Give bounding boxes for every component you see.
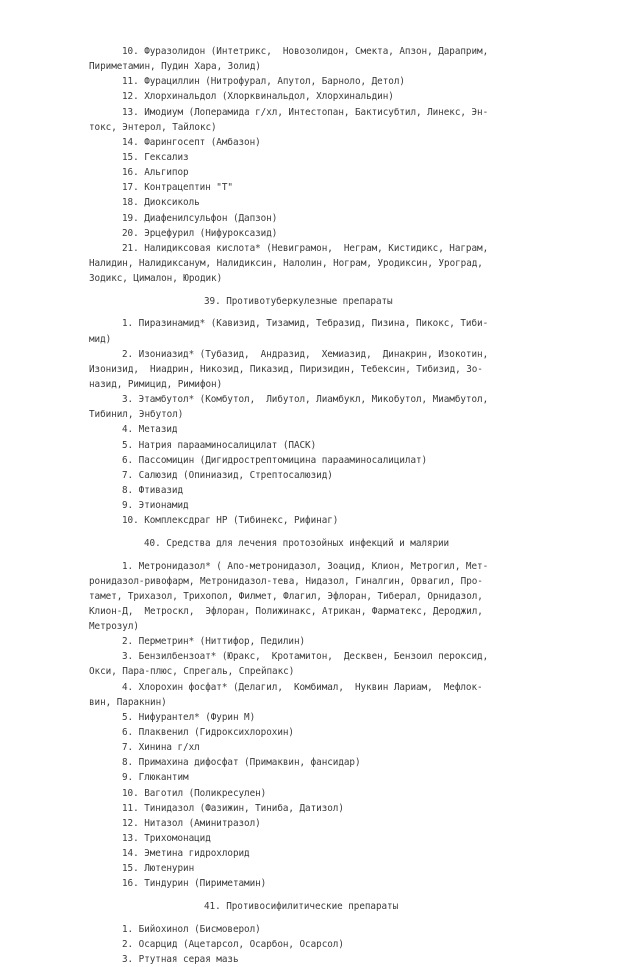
document-page <box>89 44 549 967</box>
list-line: 16. Альгипор <box>122 167 189 179</box>
list-line: 16. Тиндурин (Пириметамин) <box>122 878 267 890</box>
list-line: 4. Хлорохин фосфат* (Делагил, Комбимал, Нуквин Лариам, Мефлок- <box>122 681 483 693</box>
list-line: 10. Комплексдраг НР (Тибинекс, Рифинаг) <box>122 515 339 527</box>
list-line: 9. Глюкантим <box>122 772 189 784</box>
list-line: вин, Паракнин) <box>89 696 167 708</box>
spacer <box>89 528 549 536</box>
list-line: 2. Изониазид* (Тубазид, Андразид, Хемиазид, Динакрин, Изокотин, <box>122 348 489 360</box>
list-line: 18. Диоксиколь <box>122 197 200 209</box>
list-line: 8. Фтивазид <box>122 484 184 496</box>
list-line: 9. Этионамид <box>122 500 189 512</box>
list-line: Метрозул) <box>89 621 139 633</box>
list-line: 5. Натрия парааминосалицилат (ПАСК) <box>122 439 317 451</box>
list-line: 11. Тинидазол (Фазижин, Тиниба, Датизол) <box>122 802 344 814</box>
list-line: 12. Хлорхинальдол (Хлорквинальдол, Хлорхинальдин) <box>122 91 394 103</box>
list-line: Клион-Д, Метроскл, Эфлоран, Полижинакс, Атрикан, Фарматекс, Дероджил, <box>89 605 483 617</box>
list-line: 15. Гексализ <box>122 151 189 163</box>
list-line: 13. Имодиум (Лоперамида г/хл, Интестопан, Бактисубтил, Линекс, Эн- <box>122 106 489 118</box>
list-line: 19. Диафенилсульфон (Дапзон) <box>122 212 278 224</box>
list-line: ронидазол-ривофарм, Метронидазол-тева, Нидазол, Гиналгин, Орвагил, Про- <box>89 575 483 587</box>
section-41-list <box>89 922 549 967</box>
list-line: 10. Фуразолидон (Интетрикс, Новозолидон, Смекта, Апзон, Дараприм, <box>122 46 489 57</box>
list-line: Окси, Пара-плюс, Спрегаль, Спрейпакс) <box>89 666 295 678</box>
section-38-tail <box>89 44 549 286</box>
spacer <box>89 309 549 317</box>
list-line: мид) <box>89 333 112 345</box>
spacer <box>89 914 549 922</box>
list-line: Тибинил, Энбутол) <box>89 409 184 421</box>
section-40-heading: 40. Средства для лечения протозойных инфекций и малярии <box>144 537 450 549</box>
list-line: 1. Метронидазол* ( Апо-метронидазол, Зоацид, Клион, Метрогил, Мет- <box>122 560 489 572</box>
list-line: Пириметамин, Пудин Хара, Золид) <box>89 61 261 73</box>
list-line: 7. Салюзид (Опиниазид, Стрептосалюзид) <box>122 469 333 481</box>
list-line: 14. Фарингосепт (Амбазон) <box>122 136 261 148</box>
section-39-list <box>89 316 549 528</box>
list-line: тамет, Трихазол, Трихопол, Филмет, Флагил, Эфлоран, Тиберал, Орнидазол, <box>89 590 483 602</box>
section-41-heading: 41. Противосифилитические препараты <box>204 901 399 913</box>
list-line: 12. Нитазол (Аминитразол) <box>122 817 261 829</box>
list-line: 20. Эрцефурил (Нифуроксазид) <box>122 227 278 239</box>
list-line: 3. Ртутная серая мазь <box>122 954 239 966</box>
list-line: Зодикс, Цималон, Юродик) <box>89 273 223 285</box>
list-line: 13. Трихомонацид <box>122 833 211 845</box>
list-line: 6. Пассомицин (Дигидрострептомицина парааминосалицилат) <box>122 454 428 466</box>
spacer <box>89 892 549 900</box>
list-line: 8. Примахина дифосфат (Примаквин, фансидар) <box>122 757 361 769</box>
list-line: 2. Перметрин* (Ниттифор, Педилин) <box>122 636 306 648</box>
list-line: 7. Хинина г/хл <box>122 742 200 754</box>
list-line: Налидин, Налидиксанум, Налидиксин, Налолин, Нограм, Уродиксин, Уроград, <box>89 257 483 269</box>
list-line: 21. Налидиксовая кислота* (Невиграмон, Неграм, Кистидикс, Награм, <box>122 242 489 254</box>
list-line: 5. Нифурантел* (Фурин М) <box>122 711 256 723</box>
list-line: Изонизид, Ниадрин, Никозид, Пиказид, Пиризидин, Тебексин, Тибизид, Зо- <box>89 363 483 375</box>
list-line: 3. Бензилбензоат* (Юракс, Кротамитон, Десквен, Бензоил пероксид, <box>122 651 489 663</box>
list-line: 3. Этамбутол* (Комбутол, Либутол, Лиамбукл, Микобутол, Миамбутол, <box>122 394 489 406</box>
list-line: 10. Ваготил (Поликресулен) <box>122 787 267 799</box>
section-40-list <box>89 559 549 892</box>
list-line: 1. Бийохинол (Бисмоверол) <box>122 923 261 935</box>
spacer <box>89 286 549 294</box>
list-line: токс, Энтерол, Тайлокс) <box>89 121 217 133</box>
list-line: назид, Римицид, Римифон) <box>89 378 223 390</box>
list-line: 11. Фурациллин (Нитрофурал, Апутол, Барноло, Детол) <box>122 76 405 88</box>
spacer <box>89 551 549 559</box>
list-line: 6. Плаквенил (Гидроксихлорохин) <box>122 727 294 739</box>
list-line: 17. Контрацептин "Т" <box>122 182 233 194</box>
list-line: 15. Лютенурин <box>122 863 195 875</box>
list-line: 14. Эметина гидрохлорид <box>122 848 250 860</box>
list-line: 2. Осарцид (Ацетарсол, Осарбон, Осарсол) <box>122 938 344 950</box>
list-line: 4. Метазид <box>122 424 178 436</box>
list-line: 1. Пиразинамид* (Кавизид, Тизамид, Тебразид, Пизина, Пикокс, Тиби- <box>122 318 489 330</box>
section-39-heading: 39. Противотуберкулезные препараты <box>204 295 393 307</box>
